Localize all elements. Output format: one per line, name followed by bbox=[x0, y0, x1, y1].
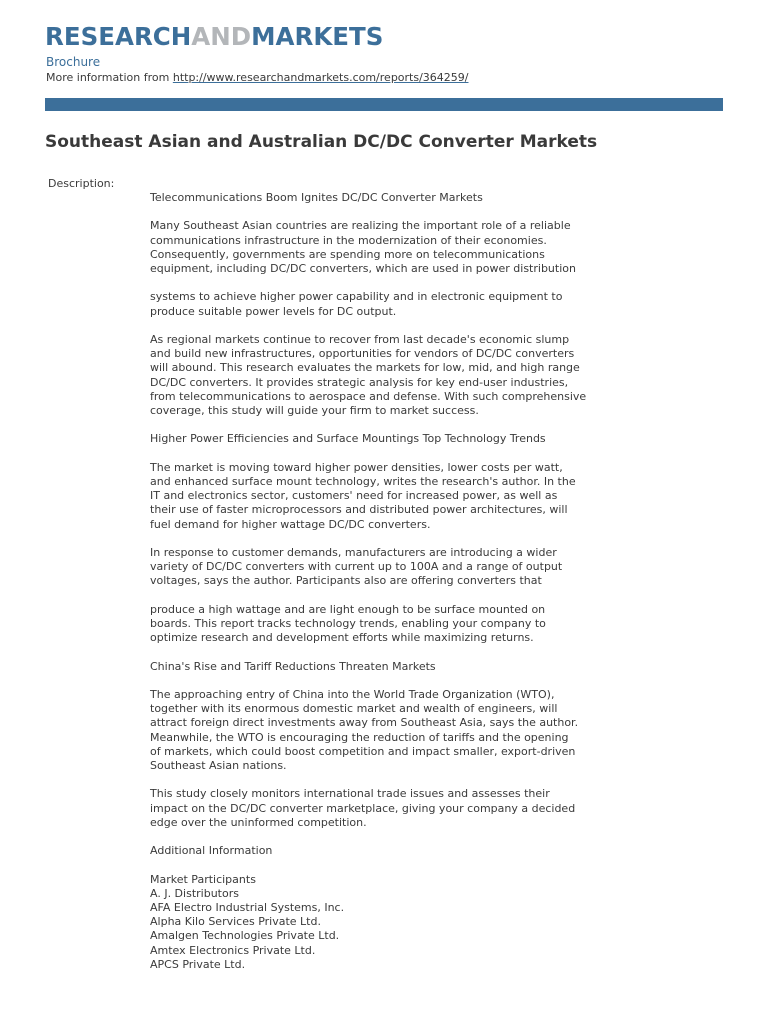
paragraph-line: In response to customer demands, manufacturers are introducing a wider bbox=[150, 545, 557, 559]
paragraph-line: and enhanced surface mount technology, writes the research's author. In the bbox=[150, 474, 576, 488]
description-paragraph bbox=[150, 333, 590, 418]
paragraph-line: This study closely monitors international trade issues and assesses their bbox=[150, 787, 550, 801]
market-participants-list bbox=[150, 873, 590, 972]
paragraph-line: Telecommunications Boom Ignites DC/DC Converter Markets bbox=[150, 191, 483, 204]
paragraph-line: DC/DC converters. It provides strategic analysis for key end-user industries, bbox=[150, 375, 569, 389]
paragraph-line: IT and electronics sector, customers' need for increased power, as well as bbox=[150, 489, 558, 503]
paragraph-line: Higher Power Efficiencies and Surface Mountings Top Technology Trends bbox=[150, 432, 546, 446]
header-divider-bar bbox=[45, 98, 723, 111]
logo-and-text: AND bbox=[191, 22, 252, 51]
logo-markets-text: MARKETS bbox=[251, 22, 384, 51]
participant-item: Alpha Kilo Services Private Ltd. bbox=[150, 915, 321, 929]
paragraph-line: As regional markets continue to recover from last decade's economic slump bbox=[150, 332, 570, 346]
description-paragraph bbox=[150, 219, 590, 276]
description-paragraph bbox=[150, 191, 590, 205]
paragraph-line: attract foreign direct investments away from Southeast Asia, says the author. bbox=[150, 716, 579, 730]
paragraph-line: together with its enormous domestic market and wealth of engineers, will bbox=[150, 702, 558, 716]
logo-research-text: RESEARCH bbox=[45, 22, 192, 51]
paragraph-line: edge over the uninformed competition. bbox=[150, 815, 367, 829]
more-info-prefix: More information from bbox=[46, 71, 173, 84]
description-paragraph bbox=[150, 290, 590, 318]
description-paragraph bbox=[150, 603, 590, 646]
participant-item: A. J. Distributors bbox=[150, 886, 239, 900]
description-paragraph bbox=[150, 546, 590, 589]
paragraph-line: The market is moving toward higher power densities, lower costs per watt, bbox=[150, 460, 563, 474]
paragraph-line: Meanwhile, the WTO is encouraging the reduction of tariffs and the opening bbox=[150, 730, 569, 744]
description-paragraph bbox=[150, 787, 590, 830]
paragraph-line: will abound. This research evaluates the markets for low, mid, and high range bbox=[150, 361, 580, 375]
description-body bbox=[150, 191, 590, 972]
description-paragraph bbox=[150, 844, 590, 858]
paragraph-line: Southeast Asian nations. bbox=[150, 758, 287, 772]
participants-heading: Market Participants bbox=[150, 872, 256, 886]
page-title: Southeast Asian and Australian DC/DC Converter Markets bbox=[45, 132, 598, 152]
paragraph-line: fuel demand for higher wattage DC/DC converters. bbox=[150, 517, 431, 531]
paragraph-line: boards. This report tracks technology trends, enabling your company to bbox=[150, 616, 546, 630]
paragraph-line: impact on the DC/DC converter marketplace, giving your company a decided bbox=[150, 801, 576, 815]
description-label: Description: bbox=[48, 177, 115, 190]
paragraph-line: equipment, including DC/DC converters, which are used in power distribution bbox=[150, 262, 576, 275]
paragraph-line: China's Rise and Tariff Reductions Threaten Markets bbox=[150, 659, 436, 673]
paragraph-line: and build new infrastructures, opportunities for vendors of DC/DC converters bbox=[150, 347, 575, 361]
description-paragraph bbox=[150, 660, 590, 674]
description-paragraph bbox=[150, 461, 590, 532]
paragraph-line: their use of faster microprocessors and distributed power architectures, will bbox=[150, 503, 568, 517]
description-paragraph bbox=[150, 432, 590, 446]
researchandmarkets-logo bbox=[45, 22, 383, 52]
paragraph-line: communications infrastructure in the modernization of their economies. bbox=[150, 233, 547, 247]
more-info-line bbox=[46, 70, 469, 85]
paragraph-line: coverage, this study will guide your firm to market success. bbox=[150, 404, 479, 417]
description-paragraph bbox=[150, 688, 590, 773]
paragraph-line: voltages, says the author. Participants also are offering converters that bbox=[150, 574, 542, 588]
paragraph-line: produce a high wattage and are light enough to be surface mounted on bbox=[150, 602, 546, 616]
participant-item: Amtex Electronics Private Ltd. bbox=[150, 943, 316, 957]
paragraph-line: variety of DC/DC converters with current up to 100A and a range of output bbox=[150, 560, 563, 574]
report-url-link[interactable]: http://www.researchandmarkets.com/reports/364259/ bbox=[172, 71, 469, 84]
paragraph-line: The approaching entry of China into the World Trade Organization (WTO), bbox=[150, 687, 555, 701]
participant-item: AFA Electro Industrial Systems, Inc. bbox=[150, 900, 345, 914]
paragraph-line: Additional Information bbox=[150, 844, 273, 858]
paragraph-line: optimize research and development efforts while maximizing returns. bbox=[150, 631, 534, 645]
participant-item: APCS Private Ltd. bbox=[150, 957, 246, 971]
paragraph-line: Consequently, governments are spending more on telecommunications bbox=[150, 247, 545, 261]
paragraph-line: of markets, which could boost competition and impact smaller, export-driven bbox=[150, 744, 576, 758]
paragraph-line: Many Southeast Asian countries are realizing the important role of a reliable bbox=[150, 219, 571, 233]
paragraph-line: from telecommunications to aerospace and defense. With such comprehensive bbox=[150, 389, 587, 403]
paragraph-line: systems to achieve higher power capability and in electronic equipment to bbox=[150, 290, 563, 304]
participant-item: Amalgen Technologies Private Ltd. bbox=[150, 929, 340, 943]
brochure-label: Brochure bbox=[46, 55, 101, 69]
paragraph-line: produce suitable power levels for DC output. bbox=[150, 304, 397, 318]
